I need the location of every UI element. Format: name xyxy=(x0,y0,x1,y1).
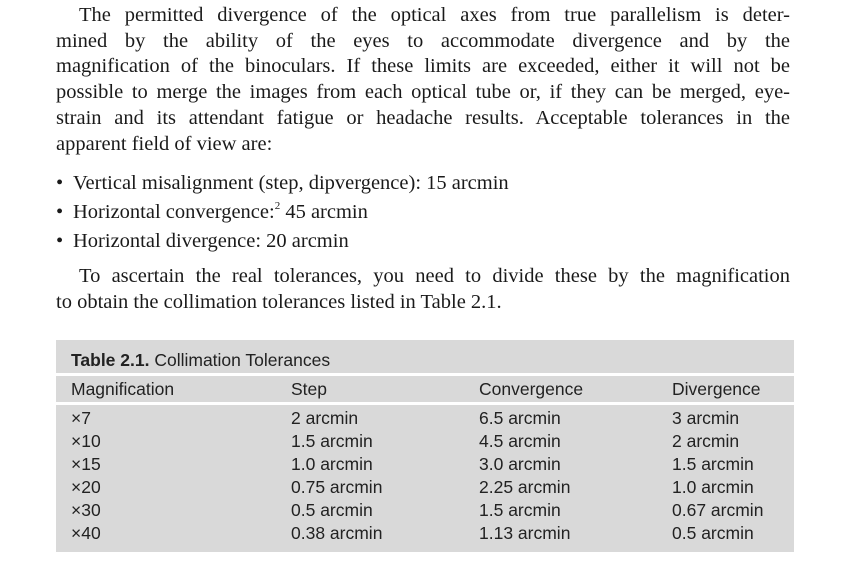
cell-magnification: ×30 xyxy=(71,500,101,520)
paragraph-line: magnification of the binoculars. If these limits are exceeded, either it will not be xyxy=(56,55,790,77)
cell-convergence: 1.5 arcmin xyxy=(479,500,561,520)
header-divider xyxy=(56,402,794,405)
cell-step: 1.5 arcmin xyxy=(291,431,373,451)
cell-step: 0.5 arcmin xyxy=(291,500,373,520)
cell-step: 0.38 arcmin xyxy=(291,523,383,543)
cell-convergence: 6.5 arcmin xyxy=(479,408,561,428)
paragraph-line: apparent field of view are: xyxy=(56,132,273,155)
list-item-value: 45 arcmin xyxy=(280,201,368,223)
cell-divergence: 3 arcmin xyxy=(672,408,740,428)
cell-step: 0.75 arcmin xyxy=(291,477,383,497)
conclusion-paragraph xyxy=(56,264,790,315)
bullet-icon: • xyxy=(56,172,64,194)
paragraph-line: The permitted divergence of the optical axes from true parallelism is deter- xyxy=(79,4,790,26)
table-caption xyxy=(71,350,330,371)
cell-magnification: ×7 xyxy=(71,408,91,428)
table-caption-title: Collimation Tolerances xyxy=(149,350,331,370)
tolerance-list xyxy=(56,169,509,256)
cell-convergence: 3.0 arcmin xyxy=(479,454,561,474)
collimation-table xyxy=(56,340,794,552)
cell-convergence: 4.5 arcmin xyxy=(479,431,561,451)
cell-divergence: 1.0 arcmin xyxy=(672,477,754,497)
cell-divergence: 0.67 arcmin xyxy=(672,500,764,520)
paragraph-line: possible to merge the images from each optical tube or, if they can be merged, eye- xyxy=(56,80,790,103)
cell-divergence: 0.5 arcmin xyxy=(672,523,754,543)
cell-convergence: 1.13 arcmin xyxy=(479,523,571,543)
table-row xyxy=(56,476,794,499)
cell-magnification: ×10 xyxy=(71,431,101,451)
list-item xyxy=(56,198,509,227)
cell-divergence: 1.5 arcmin xyxy=(672,454,754,474)
cell-magnification: ×15 xyxy=(71,454,101,474)
paragraph-line: mined by the ability of the eyes to accommodate divergence and by the xyxy=(56,29,790,52)
table-row xyxy=(56,522,794,545)
bullet-icon: • xyxy=(56,230,64,252)
table-row xyxy=(56,453,794,476)
table-row xyxy=(56,407,794,430)
paragraph-line: strain and its attendant fatigue or headache results. Acceptable tolerances in the xyxy=(56,107,790,129)
table-caption-label: Table 2.1. xyxy=(71,350,150,370)
table-body xyxy=(56,407,794,545)
list-item-text: Horizontal divergence: 20 arcmin xyxy=(73,230,349,252)
cell-step: 2 arcmin xyxy=(291,408,359,428)
column-header-convergence: Convergence xyxy=(479,379,584,399)
cell-divergence: 2 arcmin xyxy=(672,431,740,451)
cell-magnification: ×20 xyxy=(71,477,101,497)
table-row xyxy=(56,499,794,522)
list-item-text: Horizontal convergence: xyxy=(73,201,275,223)
column-header-divergence: Divergence xyxy=(672,379,761,399)
column-header-step: Step xyxy=(291,379,327,399)
header-divider xyxy=(56,373,794,376)
cell-step: 1.0 arcmin xyxy=(291,454,373,474)
footnote-marker[interactable]: 2 xyxy=(274,200,281,212)
list-item-text: Vertical misalignment (step, dipvergence): 15 arcmin xyxy=(73,172,509,194)
paragraph-line: To ascertain the real tolerances, you need to divide these by the magnification xyxy=(79,265,790,287)
table-row xyxy=(56,430,794,453)
cell-convergence: 2.25 arcmin xyxy=(479,477,571,497)
cell-magnification: ×40 xyxy=(71,523,101,543)
bullet-icon: • xyxy=(56,201,64,223)
column-header-magnification: Magnification xyxy=(71,379,175,399)
list-item xyxy=(56,169,509,198)
list-item xyxy=(56,227,509,256)
intro-paragraph xyxy=(56,3,790,157)
paragraph-line: to obtain the collimation tolerances listed in Table 2.1. xyxy=(56,290,502,313)
